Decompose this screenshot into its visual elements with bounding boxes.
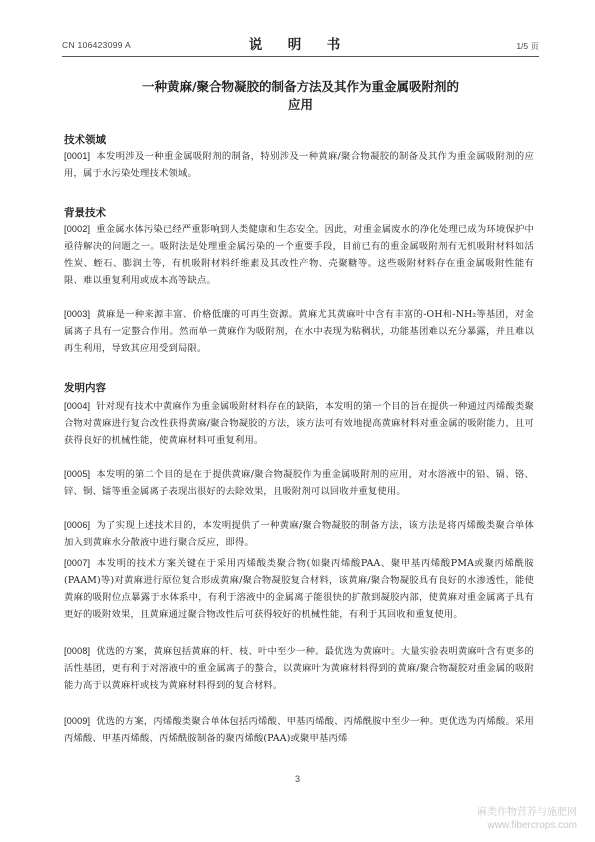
site-watermark — [477, 806, 577, 832]
paragraph-0007 — [64, 555, 534, 623]
paragraph-number: [0002] — [64, 224, 91, 234]
paragraph-0006 — [64, 517, 534, 551]
paragraph-number: [0001] — [64, 151, 91, 161]
paragraph-text: 优选的方案，黄麻包括黄麻的杆、枝、叶中至少一种。最优选为黄麻叶。大量实验表明黄麻叶含有更多的活性基团，更有利于对溶液中的重金属离子的螯合，以黄麻叶为黄麻材料得到的黄麻/聚合物凝胶对重金属的吸附能力高于以黄麻杆或枝为黄麻材料得到的复合材料。 — [64, 646, 534, 691]
header-divider — [62, 56, 539, 57]
title-line-2: 应用 — [287, 97, 313, 112]
paragraph-number: [0004] — [64, 401, 91, 411]
paragraph-text: 为了实现上述技术目的，本发明提供了一种黄麻/聚合物凝胶的制备方法，该方法是将丙烯酸类聚合单体加入到黄麻水分散液中进行聚合反应，即得。 — [64, 520, 534, 548]
document-type-heading: 说 明 书 — [248, 37, 347, 53]
paragraph-0005 — [64, 466, 534, 500]
paragraph-number: [0006] — [64, 520, 91, 530]
paragraph-text: 优选的方案，丙烯酸类聚合单体包括丙烯酸、甲基丙烯酸、丙烯酰胺中至少一种。更优选为丙烯酸。采用丙烯酸、甲基丙烯酸、丙烯酰胺制备的聚丙烯酸(PAA)或聚甲基丙烯 — [64, 716, 534, 744]
paragraph-0001 — [64, 148, 534, 182]
watermark-url: www.fibercrops.com — [487, 820, 577, 831]
paragraph-number: [0009] — [64, 716, 91, 726]
paragraph-text: 本发明的技术方案关键在于采用丙烯酸类聚合物(如聚丙烯酸PAA、聚甲基丙烯酸PMA或聚丙烯酰胺(PAAM)等)对黄麻进行原位复合形成黄麻/聚合物凝胶复合材料，该黄麻/聚合物凝胶具有良好的水渗透性，能使黄麻的吸附位点暴露于水体系中，有利于溶液中的金属离子能很快的扩散到凝胶内部，使黄麻对重金属离子具有更好的吸附效果，且黄麻通过聚合物改性后可获得较好的机械性能，有利于其回收和重复使用。 — [64, 558, 534, 620]
paragraph-0009 — [64, 713, 534, 747]
page-fraction: 1/5 页 — [516, 41, 539, 51]
paragraph-number: [0005] — [64, 469, 91, 479]
section-heading-background: 背景技术 — [64, 207, 106, 219]
document-title — [62, 78, 539, 114]
watermark-title: 麻类作物营养与施肥网 — [477, 807, 577, 818]
paragraph-number: [0003] — [64, 309, 91, 319]
paragraph-text: 针对现有技术中黄麻作为重金属吸附材料存在的缺陷，本发明的第一个目的旨在提供一种通过丙烯酸类聚合物对黄麻进行复合改性获得黄麻/聚合物凝胶的方法，该方法可有效地提高黄麻材料对重金属的吸附能力，且可获得良好的机械性能，使黄麻材料可重复利用。 — [64, 401, 534, 446]
paragraph-text: 黄麻是一种来源丰富、价格低廉的可再生资源。黄麻尤其黄麻叶中含有丰富的-OH和-NH₂等基团，对金属离子具有一定螯合作用。然而单一黄麻作为吸附剂，在水中表现为粘稠状，功能基团难以充分暴露，并且难以再生利用，导致其应用受到局限。 — [64, 309, 534, 354]
paragraph-text: 本发明的第二个目的是在于提供黄麻/聚合物凝胶作为重金属吸附剂的应用，对水溶液中的铅、镉、铬、锌、铜、镭等重金属离子表现出很好的去除效果，且吸附剂可以回收并重复使用。 — [64, 469, 534, 497]
title-line-1: 一种黄麻/聚合物凝胶的制备方法及其作为重金属吸附剂的 — [141, 79, 460, 94]
paragraph-text: 本发明涉及一种重金属吸附剂的制备，特别涉及一种黄麻/聚合物凝胶的制备及其作为重金属吸附剂的应用，属于水污染处理技术领域。 — [64, 151, 534, 179]
paragraph-0003 — [64, 306, 534, 357]
page-number: 3 — [294, 774, 300, 784]
paragraph-0002 — [64, 221, 534, 289]
section-heading-invention: 发明内容 — [64, 382, 106, 394]
patent-number: CN 106423099 A — [62, 40, 131, 50]
paragraph-0008 — [64, 643, 534, 694]
paragraph-text: 重金属水体污染已经严重影响到人类健康和生态安全。因此，对重金属废水的净化处理已成为环境保护中亟待解决的问题之一。吸附法是处理重金属污染的一个重要手段，目前已有的重金属吸附剂有无机吸附材料如活性炭、蛭石、膨润土等，有机吸附材料纤维素及其改性产物、壳聚糖等。这些吸附材料存在重金属吸附性能有限、难以重复利用或成本高等缺点。 — [64, 224, 534, 286]
paragraph-number: [0007] — [64, 558, 91, 568]
paragraph-0004 — [64, 398, 534, 449]
paragraph-number: [0008] — [64, 646, 91, 656]
section-heading-tech-field: 技术领域 — [64, 134, 106, 146]
